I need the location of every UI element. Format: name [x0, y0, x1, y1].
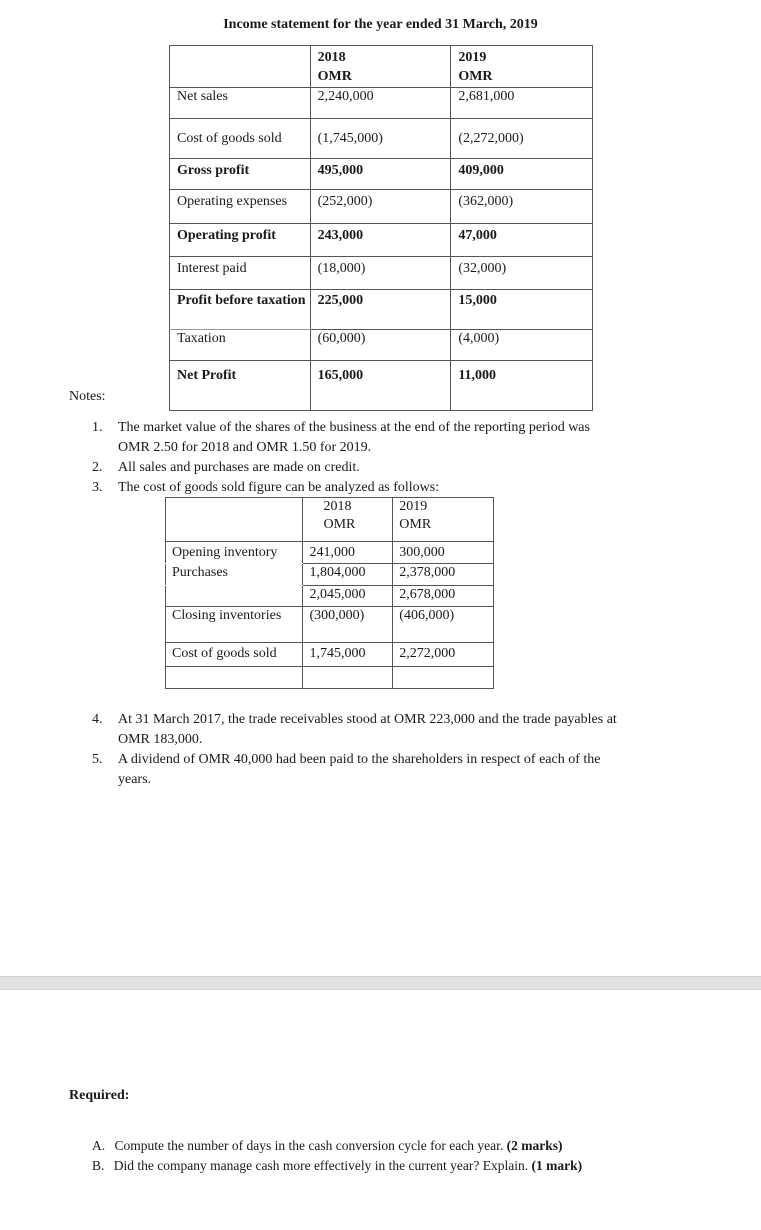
- row-label: Cost of goods sold: [166, 643, 303, 667]
- value-2019: 47,000: [451, 224, 593, 257]
- table-row: [170, 330, 593, 361]
- header-year: 2019: [399, 499, 428, 514]
- page-title: Income statement for the year ended 31 March, 2019: [223, 17, 538, 32]
- header-empty-cell: [166, 498, 303, 542]
- required-letter: A.: [92, 1138, 106, 1153]
- empty-cell: [166, 667, 303, 689]
- table-header-row: [170, 46, 593, 88]
- required-text: Did the company manage cash more effectively in the current year? Explain.: [113, 1158, 529, 1173]
- empty-cell: [303, 667, 393, 689]
- row-label: Profit before taxation: [170, 290, 311, 330]
- note-text: All sales and purchases are made on credit.: [118, 460, 360, 475]
- value-2019: 2,378,000: [393, 564, 494, 586]
- header-unit: OMR: [458, 69, 493, 84]
- table-row: [170, 224, 593, 257]
- table-row: [166, 667, 494, 689]
- table-header-row: [166, 498, 494, 542]
- page-separator: [0, 976, 761, 990]
- table-row: [166, 564, 494, 586]
- note-text: OMR 2.50 for 2018 and OMR 1.50 for 2019.: [118, 440, 372, 455]
- value-2018: (252,000): [310, 190, 451, 224]
- required-marks: (1 mark): [531, 1158, 583, 1173]
- row-label: Gross profit: [170, 159, 311, 190]
- required-text: Compute the number of days in the cash conversion cycle for each year.: [114, 1138, 504, 1153]
- table-row: [170, 119, 593, 159]
- header-year: 2019: [458, 50, 487, 65]
- value-2019: 300,000: [393, 542, 494, 564]
- required-label: Required:: [69, 1088, 130, 1103]
- table-row: [170, 88, 593, 119]
- note-number: 1.: [92, 420, 103, 435]
- note-item: [92, 478, 732, 498]
- header-unit: OMR: [323, 517, 356, 532]
- header-2018: [310, 46, 451, 88]
- header-empty-cell: [170, 46, 311, 88]
- row-label: Taxation: [170, 330, 311, 361]
- note-text: OMR 183,000.: [118, 732, 203, 747]
- note-item: [92, 418, 732, 458]
- value-2019: 2,681,000: [451, 88, 593, 119]
- row-label: Purchases: [166, 564, 303, 586]
- value-2018: (300,000): [303, 607, 393, 643]
- table-row: [166, 542, 494, 564]
- note-number: 4.: [92, 712, 103, 727]
- value-2019: 15,000: [451, 290, 593, 330]
- value-2018: 165,000: [310, 361, 451, 411]
- value-2019: (406,000): [393, 607, 494, 643]
- value-2019: (4,000): [451, 330, 593, 361]
- row-label: Net sales: [170, 88, 311, 119]
- row-label: Operating expenses: [170, 190, 311, 224]
- note-text: A dividend of OMR 40,000 had been paid to the shareholders in respect of each of the: [118, 752, 601, 767]
- empty-cell: [393, 667, 494, 689]
- row-label: Cost of goods sold: [170, 119, 311, 159]
- row-label: Net Profit: [170, 361, 311, 411]
- header-year: 2018: [323, 499, 352, 514]
- value-2018: (1,745,000): [310, 119, 451, 159]
- value-2019: 2,272,000: [393, 643, 494, 667]
- value-2018: 495,000: [310, 159, 451, 190]
- required-letter: B.: [92, 1158, 105, 1173]
- value-2018: 2,045,000: [303, 586, 393, 607]
- value-2019: (32,000): [451, 257, 593, 290]
- table-row: [170, 159, 593, 190]
- table-row: [170, 290, 593, 330]
- note-text: The market value of the shares of the business at the end of the reporting period was: [118, 420, 590, 435]
- header-year: 2018: [317, 50, 346, 65]
- header-2019: [393, 498, 494, 542]
- value-2019: (362,000): [451, 190, 593, 224]
- row-label: Opening inventory: [166, 542, 303, 564]
- header-2018: [303, 498, 393, 542]
- note-number: 5.: [92, 752, 103, 767]
- notes-label: Notes:: [69, 389, 106, 404]
- income-statement-table: [169, 45, 593, 411]
- table-row: [166, 643, 494, 667]
- value-2018: 241,000: [303, 542, 393, 564]
- row-label: Interest paid: [170, 257, 311, 290]
- value-2018: 243,000: [310, 224, 451, 257]
- value-2018: (60,000): [310, 330, 451, 361]
- row-label: [166, 586, 303, 607]
- required-item-b: [92, 1156, 732, 1176]
- table-row: [166, 607, 494, 643]
- table-row: [170, 190, 593, 224]
- value-2018: 1,804,000: [303, 564, 393, 586]
- table-row: [166, 586, 494, 607]
- value-2018: 2,240,000: [310, 88, 451, 119]
- header-unit: OMR: [317, 69, 352, 84]
- value-2018: 1,745,000: [303, 643, 393, 667]
- note-item: [92, 750, 742, 790]
- value-2018: 225,000: [310, 290, 451, 330]
- note-number: 2.: [92, 460, 103, 475]
- row-label: Operating profit: [170, 224, 311, 257]
- required-item-a: [92, 1136, 732, 1156]
- header-2019: [451, 46, 593, 88]
- value-2019: 11,000: [451, 361, 593, 411]
- cogs-table: [165, 497, 494, 689]
- row-label: Closing inventories: [166, 607, 303, 643]
- value-2019: 409,000: [451, 159, 593, 190]
- note-number: 3.: [92, 480, 103, 495]
- header-unit: OMR: [399, 517, 432, 532]
- table-row: [170, 361, 593, 411]
- value-2019: 2,678,000: [393, 586, 494, 607]
- table-row: [170, 257, 593, 290]
- required-marks: (2 marks): [506, 1138, 563, 1153]
- value-2018: (18,000): [310, 257, 451, 290]
- note-text: The cost of goods sold figure can be analyzed as follows:: [118, 480, 440, 495]
- note-text: At 31 March 2017, the trade receivables stood at OMR 223,000 and the trade payables at: [118, 712, 617, 727]
- note-item: [92, 710, 742, 750]
- value-2019: (2,272,000): [451, 119, 593, 159]
- note-text: years.: [118, 772, 152, 787]
- note-item: [92, 458, 732, 478]
